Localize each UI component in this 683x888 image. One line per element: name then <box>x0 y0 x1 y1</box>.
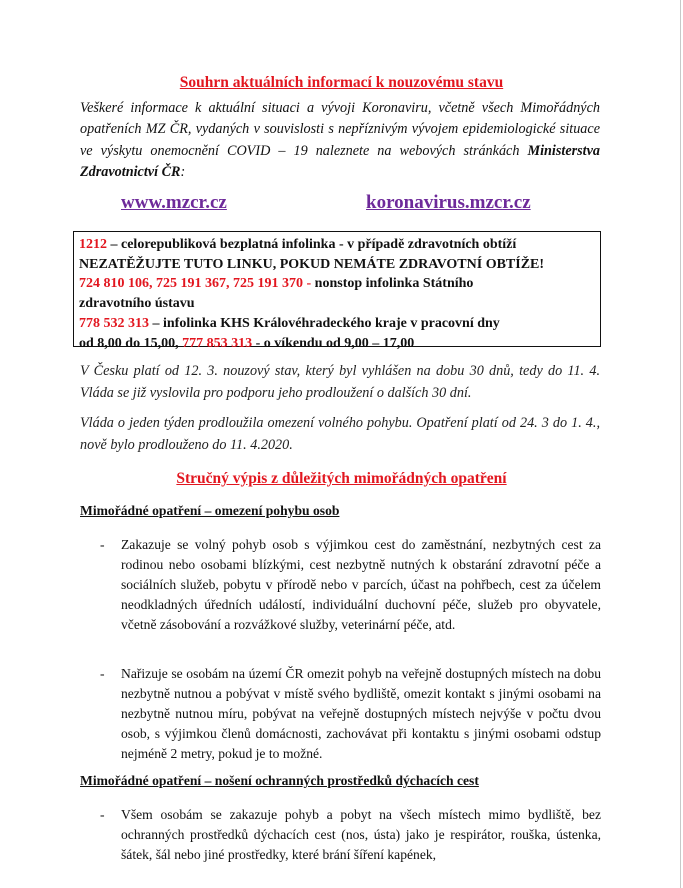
page-edge <box>680 0 681 888</box>
khs-weekend-number: 777 853 313 <box>182 335 253 351</box>
intro-colon: : <box>180 163 186 180</box>
document-title: Souhrn aktuálních informací k nouzovému stavu <box>179 74 504 91</box>
khs-hours: od 8,00 do 15,00, <box>79 335 183 351</box>
state-of-emergency-paragraph: V Česku platí od 12. 3. nouzový stav, který byl vyhlášen na dobu 30 dnů, tedy do 11. 4. Vláda se již vyslovila pro podporu jeho prodloužení o dalších 30 dní. <box>80 363 600 401</box>
bullet-dash: - <box>100 537 105 552</box>
infoline-line-4: zdravotního ústavu <box>79 296 195 312</box>
intro-paragraph <box>80 98 600 183</box>
list-item-text: Všem osobám se zakazuje pohyb a pobyt na všech místech mimo bydliště, bez ochranných prostředků dýchacích cest (nos, ústa) jako je respirátor, rouška, ústenka, šátek, šál nebo jiné prostředky, které brání šíření kapének, <box>121 807 601 863</box>
infoline-1212: 1212 <box>79 237 107 252</box>
movement-restriction-paragraph: Vláda o jeden týden prodloužila omezení volného pohybu. Opatření platí od 24. 3 do 1. 4., nově bylo prodlouženo do 11. 4.2020. <box>80 415 600 453</box>
bullet-dash: - <box>100 807 105 822</box>
infoline-1212-text: – celorepubliková bezplatná infolinka - v případě zdravotních obtíží <box>107 237 517 252</box>
szu-numbers: 724 810 106, 725 191 367, 725 191 370 - <box>79 276 312 292</box>
khs-weekend-hours: - o víkendu od 9,00 – 17,00 <box>252 335 415 351</box>
measures-subtitle: Stručný výpis z důležitých mimořádných opatření <box>176 470 507 487</box>
list-item-text: Nařizuje se osobám na území ČR omezit pohyb na veřejně dostupných místech na dobu nezbytně nutnou a pobývat v místě svého bydliště, omezit kontakt s jinými osobami na nezbytně nutnou míru, pobývat na veřejně dostupných místech nejvýše v počtu dvou osob, s výjimkou členů domácnosti, zachovávat při kontaktu s jinými osobami odstup nejméně 2 metry, pokud je to možné. <box>121 666 601 762</box>
link-mzcr[interactable]: www.mzcr.cz <box>121 192 227 213</box>
infoline-warning: NEZATĚŽUJTE TUTO LINKU, POKUD NEMÁTE ZDRAVOTNÍ OBTÍŽE! <box>79 256 545 272</box>
intro-text: Veškeré informace k aktuální situaci a vývoji Koronaviru, včetně všech Mimořádných opatřeních MZ ČR, vydaných v souvislosti s nepříznivým vývojem epidemiologické situace ve výskytu onemocnění COVID – 19 naleznete na webových stránkách <box>80 100 600 159</box>
list-item-text: Zakazuje se volný pohyb osob s výjimkou cest do zaměstnání, nezbytných cest za rodinou nebo osobami blízkými, cest nezbytně nutných k obstarání zdravotní péče a sociálních služeb, pobytu v přírodě nebo v parcích, účast na pohřbech, cest za účelem neodkladných úředních událostí, individuální duchovní péče, služeb pro obyvatele, včetně zásobování a rozvážkové služby, veterinární péče, atd. <box>121 537 601 633</box>
khs-number: 778 532 313 <box>79 315 149 331</box>
infoline-box <box>73 231 601 351</box>
bullet-dash: - <box>100 666 105 681</box>
infoline-line-6 <box>79 334 595 354</box>
link-koronavirus[interactable]: koronavirus.mzcr.cz <box>366 192 531 213</box>
infoline-line-1 <box>79 235 595 255</box>
section-heading-movement: Mimořádné opatření – omezení pohybu osob <box>80 503 340 518</box>
section-heading-respiratory: Mimořádné opatření – nošení ochranných prostředků dýchacích cest <box>80 773 479 788</box>
infoline-line-5 <box>79 314 595 334</box>
intro-ministry: Ministerstva Zdravotnictví ČR <box>80 142 600 180</box>
infoline-line-3 <box>79 274 595 294</box>
szu-text: nonstop infolinka Státního <box>311 276 474 292</box>
khs-text: – infolinka KHS Královéhradeckého kraje v pracovní dny <box>149 315 500 331</box>
